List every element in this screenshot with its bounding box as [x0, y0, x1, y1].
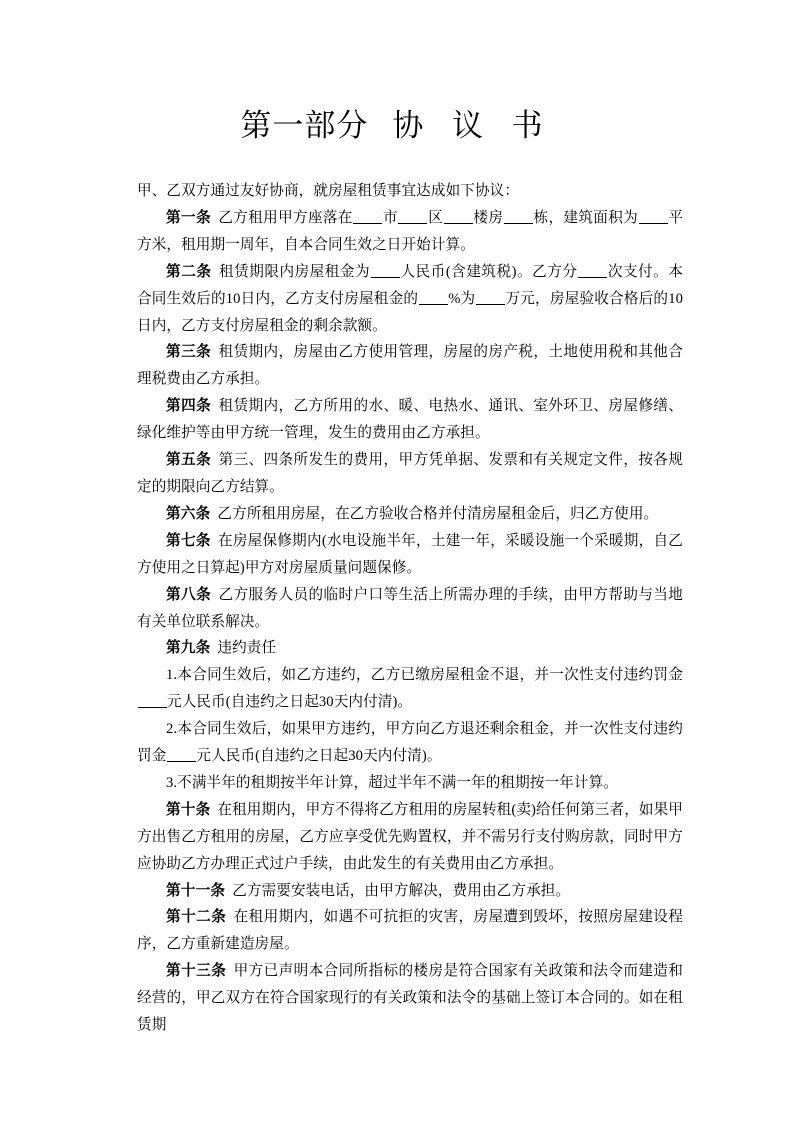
article-11-text: 乙方需要安装电话，由甲方解决，费用由乙方承担。 — [232, 882, 571, 899]
article-1-text-5: 栋，建筑面积为 — [533, 209, 639, 226]
article-1-text-2: 市 — [382, 209, 398, 226]
article-1-blank-area[interactable] — [639, 208, 668, 224]
article-6-paragraph — [137, 501, 683, 528]
article-1-text-4: 楼房 — [473, 209, 504, 226]
article-2-text-2: 人民币(含建筑税)。乙方分 — [400, 263, 578, 280]
article-9-item-3-paragraph — [137, 770, 683, 797]
article-6-label: 第六条 — [166, 505, 211, 522]
page-title-part: 第一部分 — [240, 108, 369, 143]
article-12-paragraph — [137, 904, 683, 958]
article-1-label: 第一条 — [166, 209, 212, 226]
article-1-blank-unit[interactable] — [504, 208, 533, 224]
article-8-paragraph — [137, 582, 683, 636]
article-9-item-1-marker: 1. — [166, 667, 178, 684]
article-4-text: 租赁期内，乙方所用的水、暖、电热水、通讯、室外环卫、房屋修缮、绿化维护等由甲方统一管理，发生的费用由乙方承担。 — [137, 398, 683, 442]
article-3-label: 第三条 — [166, 344, 212, 361]
article-9-item-2-marker: 2. — [166, 721, 178, 738]
article-3-paragraph — [137, 339, 683, 393]
article-2-blank-rent[interactable] — [371, 262, 400, 278]
article-2-text-1: 租赁期限内房屋租金为 — [218, 263, 371, 280]
article-1-blank-city[interactable] — [353, 208, 382, 224]
article-1-paragraph — [137, 205, 683, 259]
article-9-item-1-text-1: 本合同生效后，如乙方违约，乙方已缴房屋租金不退，并一次性支付违约罚金 — [177, 667, 683, 684]
article-9-item-1-paragraph — [137, 662, 683, 716]
article-8-label: 第八条 — [166, 586, 212, 603]
article-3-text: 租赁期内，房屋由乙方使用管理，房屋的房产税，土地使用税和其他合理税费由乙方承担。 — [137, 344, 683, 388]
article-8-text: 乙方服务人员的临时户口等生活上所需办理的手续，由甲方帮助与当地有关单位联系解决。 — [137, 586, 683, 630]
article-10-text: 在租用期内，甲方不得将乙方租用的房屋转租(卖)给任何第三者，如果甲方出售乙方租用的房屋，乙方应享受优先购置权，并不需另行支付购房款，同时甲方应协助乙方办理正式过户手续，由此发生的有关费用由乙方承担。 — [137, 801, 683, 872]
article-11-label: 第十一条 — [166, 882, 226, 899]
article-4-label: 第四条 — [166, 398, 212, 415]
article-2-text-5: 万元，房屋验收合格后的10日内，乙方支付房屋租金的剩余款额。 — [137, 290, 683, 334]
article-9-paragraph — [137, 635, 683, 662]
article-13-label: 第十三条 — [166, 963, 227, 980]
article-1-text-3: 区 — [427, 209, 444, 226]
article-13-paragraph — [137, 958, 683, 1039]
article-11-paragraph — [137, 878, 683, 905]
article-2-text-3: 次支付。本合同生效后的10日内，乙方支付房屋租金的 — [137, 263, 683, 307]
article-1-text-6: 平方米，租用期一周年，自本合同生效之日开始计算。 — [137, 209, 684, 253]
article-2-paragraph — [137, 259, 683, 340]
page-title-subject: 协 议 书 — [392, 108, 553, 143]
article-1-text-1: 乙方租用甲方座落在 — [218, 209, 353, 226]
article-7-label: 第七条 — [166, 532, 211, 549]
article-9-item-3-marker: 3. — [166, 774, 178, 791]
article-9-item-2-paragraph — [137, 716, 683, 770]
article-9-item-2-blank-penalty[interactable] — [167, 746, 196, 762]
article-9-label: 第九条 — [166, 640, 211, 657]
article-2-label: 第二条 — [166, 263, 212, 280]
article-2-blank-installments[interactable] — [578, 262, 607, 278]
article-7-paragraph — [137, 528, 683, 582]
article-2-text-4: %为 — [448, 290, 476, 307]
article-10-paragraph — [137, 797, 683, 878]
article-12-text: 在租用期内，如遇不可抗拒的灾害，房屋遭到毁坏，按照房屋建设程序，乙方重新建造房屋。 — [137, 909, 683, 953]
article-10-label: 第十条 — [166, 801, 211, 818]
article-12-label: 第十二条 — [166, 909, 227, 926]
article-7-text: 在房屋保修期内(水电设施半年，土建一年，采暖设施一个采暖期，自乙方使用之日算起)甲方对房屋质量问题保修。 — [137, 532, 683, 576]
article-9-item-2-text-1: 本合同生效后，如果甲方违约，甲方向乙方退还剩余租金，并一次性支付违约罚金 — [137, 721, 683, 765]
article-5-paragraph — [137, 447, 683, 501]
article-13-text: 甲方已声明本合同所指标的楼房是符合国家有关政策和法令而建造和经营的，甲乙双方在符合国家现行的有关政策和法令的基础上签订本合同的。如在租赁期 — [137, 963, 683, 1034]
article-9-text: 违约责任 — [217, 640, 277, 657]
document-body — [137, 178, 683, 1039]
article-5-label: 第五条 — [166, 452, 212, 469]
article-2-blank-amount[interactable] — [476, 289, 505, 305]
article-2-blank-percent[interactable] — [419, 289, 448, 305]
article-9-item-1-blank-penalty[interactable] — [138, 692, 167, 708]
preamble-paragraph: 甲、乙双方通过友好协商，就房屋租赁事宜达成如下协议： — [137, 183, 520, 199]
article-4-paragraph — [137, 393, 683, 447]
article-6-text: 乙方所租用房屋，在乙方验收合格并付清房屋租金后，归乙方使用。 — [217, 505, 659, 522]
article-9-item-2-text-2: 元人民币(自违约之日起30天内付清)。 — [196, 748, 442, 765]
article-1-blank-building[interactable] — [444, 208, 473, 224]
article-9-item-3-text: 不满半年的租期按半年计算，超过半年不满一年的租期按一年计算。 — [177, 774, 618, 791]
article-9-item-1-text-2: 元人民币(自违约之日起30天内付清)。 — [167, 694, 413, 711]
article-5-text: 第三、四条所发生的费用，甲方凭单据、发票和有关规定文件，按各规定的期限向乙方结算。 — [137, 452, 683, 495]
article-1-blank-district[interactable] — [398, 208, 427, 224]
page-title — [0, 104, 793, 148]
